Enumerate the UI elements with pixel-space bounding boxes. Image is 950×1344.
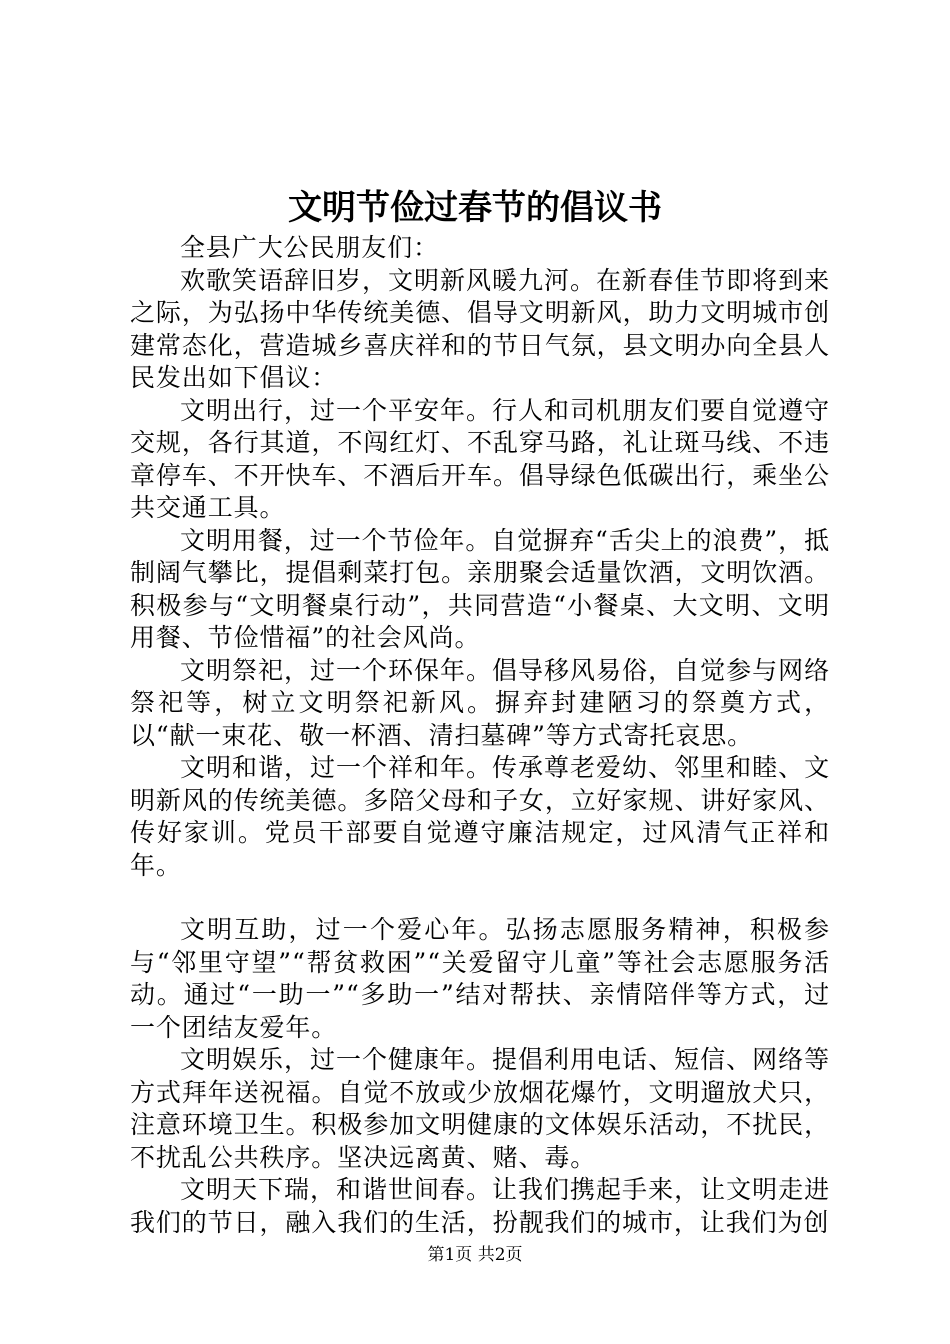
paragraph-entertainment: 文明娱乐，过一个健康年。提倡利用电话、短信、网络等方式拜年送祝福。自觉不放或少放烟花爆竹，文明遛放犬只，注意环境卫生。积极参加文明健康的文体娱乐活动，不扰民，不扰乱公共秩序。坚决远离黄、赌、毒。 — [130, 1045, 830, 1172]
paragraph-mutual-aid: 文明互助，过一个爱心年。弘扬志愿服务精神，积极参与“邻里守望”“帮贫救困”“关爱留守儿童”等社会志愿服务活动。通过“一助一”“多助一”结对帮扶、亲情陪伴等方式，过一个团结友爱年。 — [130, 915, 830, 1042]
document-body — [130, 232, 830, 1239]
document-title: 文明节俭过春节的倡议书 — [288, 188, 662, 228]
paragraph-worship: 文明祭祀，过一个环保年。倡导移风易俗，自觉参与网络祭祀等，树立文明祭祀新风。摒弃封建陋习的祭奠方式，以“献一束花、敬一杯酒、清扫墓碑”等方式寄托哀思。 — [130, 655, 830, 750]
page-number-footer: 第1页 共2页 — [427, 1245, 523, 1265]
paragraph-dining: 文明用餐，过一个节俭年。自觉摒弃“舌尖上的浪费”，抵制阔气攀比，提倡剩菜打包。亲朋聚会适量饮酒，文明饮酒。积极参与“文明餐桌行动”，共同营造“小餐桌、大文明、文明用餐、节俭惜福”的社会风尚。 — [130, 525, 830, 652]
paragraph-harmony: 文明和谐，过一个祥和年。传承尊老爱幼、邻里和睦、文明新风的传统美德。多陪父母和子女，立好家规、讲好家风、传好家训。党员干部要自觉遵守廉洁规定，过风清气正祥和年。 — [130, 753, 830, 880]
salutation: 全县广大公民朋友们： — [180, 233, 440, 262]
paragraph-closing: 文明天下瑞，和谐世间春。让我们携起手来，让文明走进我们的节日，融入我们的生活，扮靓我们的城市，让我们为创 — [130, 1175, 830, 1237]
paragraph-travel: 文明出行，过一个平安年。行人和司机朋友们要自觉遵守交规，各行其道，不闯红灯、不乱穿马路，礼让斑马线、不违章停车、不开快车、不酒后开车。倡导绿色低碳出行，乘坐公共交通工具。 — [130, 395, 830, 522]
intro-paragraph: 欢歌笑语辞旧岁，文明新风暖九河。在新春佳节即将到来之际，为弘扬中华传统美德、倡导文明新风，助力文明城市创建常态化，营造城乡喜庆祥和的节日气氛，县文明办向全县人民发出如下倡议： — [130, 265, 830, 392]
